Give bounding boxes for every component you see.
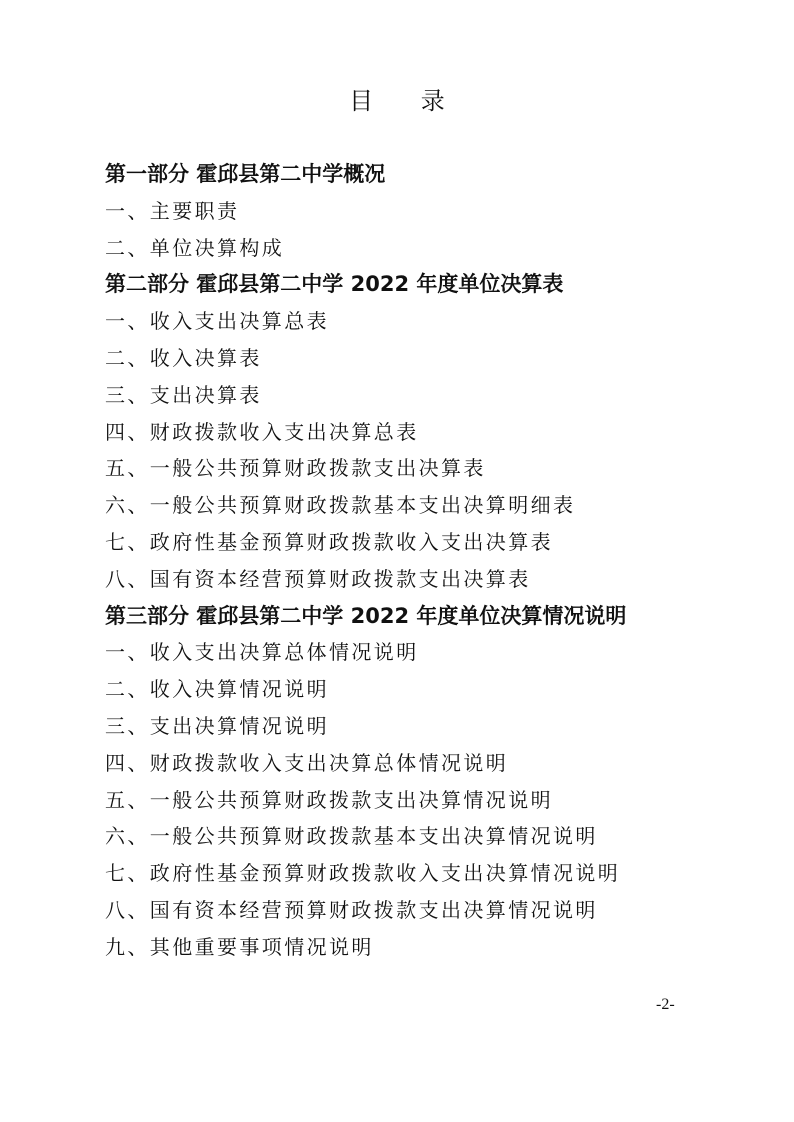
toc-part-2-item-7: 七、政府性基金预算财政拨款收入支出决算表 xyxy=(105,529,553,554)
toc-part-2-item-6: 六、一般公共预算财政拨款基本支出决算明细表 xyxy=(105,493,576,518)
toc-part-3-item-8: 八、国有资本经营预算财政拨款支出决算情况说明 xyxy=(105,897,598,922)
toc-part-2-item-4: 四、财政拨款收入支出决算总表 xyxy=(105,419,419,444)
toc-part-2-heading: 第二部分 霍邱县第二中学 2022 年度单位决算表 xyxy=(105,272,564,297)
toc-part-3-item-4: 四、财政拨款收入支出决算总体情况说明 xyxy=(105,750,509,775)
toc-part-2-item-2: 二、收入决算表 xyxy=(105,345,262,370)
toc-part-3-item-6: 六、一般公共预算财政拨款基本支出决算情况说明 xyxy=(105,824,598,849)
toc-part-1-heading: 第一部分 霍邱县第二中学概况 xyxy=(105,162,386,186)
toc-part-2-item-3: 三、支出决算表 xyxy=(105,382,262,407)
toc-part-1-item-1: 一、主要职责 xyxy=(105,198,240,223)
toc-part-2-item-8: 八、国有资本经营预算财政拨款支出决算表 xyxy=(105,566,531,591)
toc-part-1-item-2: 二、单位决算构成 xyxy=(105,235,285,260)
toc-part-3-item-5: 五、一般公共预算财政拨款支出决算情况说明 xyxy=(105,787,553,812)
page-number: -2- xyxy=(656,996,675,1013)
table-of-contents xyxy=(105,156,745,966)
toc-title: 目 录 xyxy=(349,87,465,115)
toc-part-3-item-1: 一、收入支出决算总体情况说明 xyxy=(105,640,419,665)
toc-part-2-item-1: 一、收入支出决算总表 xyxy=(105,309,329,334)
toc-part-3-item-3: 三、支出决算情况说明 xyxy=(105,713,329,738)
toc-part-3-item-9: 九、其他重要事项情况说明 xyxy=(105,934,374,959)
toc-part-2-item-5: 五、一般公共预算财政拨款支出决算表 xyxy=(105,456,486,481)
toc-part-3-heading: 第三部分 霍邱县第二中学 2022 年度单位决算情况说明 xyxy=(105,603,627,628)
toc-part-3-item-2: 二、收入决算情况说明 xyxy=(105,677,329,702)
toc-part-3-item-7: 七、政府性基金预算财政拨款收入支出决算情况说明 xyxy=(105,861,621,886)
